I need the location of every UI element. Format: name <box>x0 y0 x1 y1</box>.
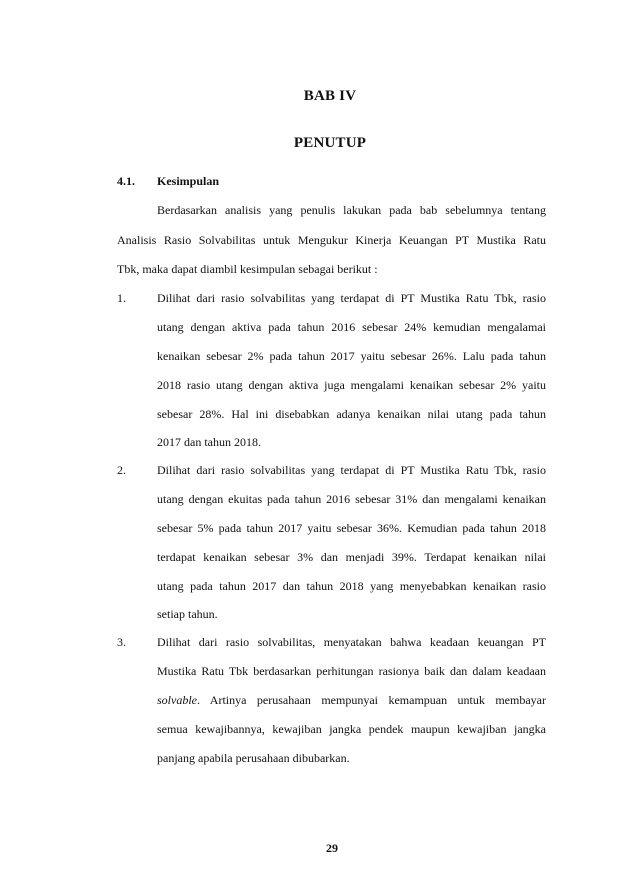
italic-term: solvable <box>157 693 197 707</box>
list-item-number: 3. <box>117 635 126 649</box>
intro-line: Analisis Rasio Solvabilitas untuk Mengukur Kinerja Keuangan PT Mustika Ratu <box>117 233 546 247</box>
list-item-line: utang dengan ekuitas pada tahun 2016 sebesar 31% dan mengalami kenaikan <box>157 492 546 506</box>
list-item-line: 2017 dan tahun 2018. <box>157 435 261 449</box>
list-item-number: 1. <box>117 291 126 305</box>
list-item-line: sebesar 5% pada tahun 2017 yaitu sebesar 36%. Kemudian pada tahun 2018 <box>157 521 546 535</box>
list-item-line: semua kewajibannya, kewajiban jangka pendek maupun kewajiban jangka <box>157 722 546 736</box>
list-item-line: setiap tahun. <box>157 607 218 621</box>
list-item-line: terdapat kenaikan sebesar 3% dan menjadi 39%. Terdapat kenaikan nilai <box>157 550 546 564</box>
list-item-line: utang dengan aktiva pada tahun 2016 sebesar 24% kemudian mengalamai <box>157 320 546 334</box>
chapter-title: PENUTUP <box>293 135 367 151</box>
section-heading <box>117 174 219 189</box>
page-number: 29 <box>326 841 338 855</box>
list-item-line: utang pada tahun 2017 dan tahun 2018 yang menyebabkan kenaikan rasio <box>157 579 546 593</box>
list-item-line-with-italic: solvable. Artinya perusahaan mempunyai kemampuan untuk membayar <box>157 693 546 707</box>
section-title: Kesimpulan <box>157 174 220 188</box>
list-item-line: Dilihat dari rasio solvabilitas, menyatakan bahwa keadaan keuangan PT <box>157 635 546 649</box>
section-number: 4.1. <box>117 174 135 188</box>
list-item-line: Dilihat dari rasio solvabilitas yang terdapat di PT Mustika Ratu Tbk, rasio <box>157 291 546 305</box>
list-item-line: panjang apabila perusahaan dibubarkan. <box>157 751 350 765</box>
list-item-line: Dilihat dari rasio solvabilitas yang terdapat di PT Mustika Ratu Tbk, rasio <box>157 463 546 477</box>
list-item-line: 2018 rasio utang dengan aktiva juga mengalami kenaikan sebesar 2% yaitu <box>157 378 546 392</box>
intro-line: Berdasarkan analisis yang penulis lakukan pada bab sebelumnya tentang <box>157 203 546 217</box>
list-item-line: Mustika Ratu Tbk berdasarkan perhitungan rasionya baik dan dalam keadaan <box>157 664 546 678</box>
list-item-line: kenaikan sebesar 2% pada tahun 2017 yaitu sebesar 26%. Lalu pada tahun <box>157 349 546 363</box>
chapter-label: BAB IV <box>303 88 357 104</box>
list-item-number: 2. <box>117 463 126 477</box>
list-item-line: sebesar 28%. Hal ini disebabkan adanya kenaikan nilai utang pada tahun <box>157 407 546 421</box>
intro-line: Tbk, maka dapat diambil kesimpulan sebagai berikut : <box>117 262 378 276</box>
